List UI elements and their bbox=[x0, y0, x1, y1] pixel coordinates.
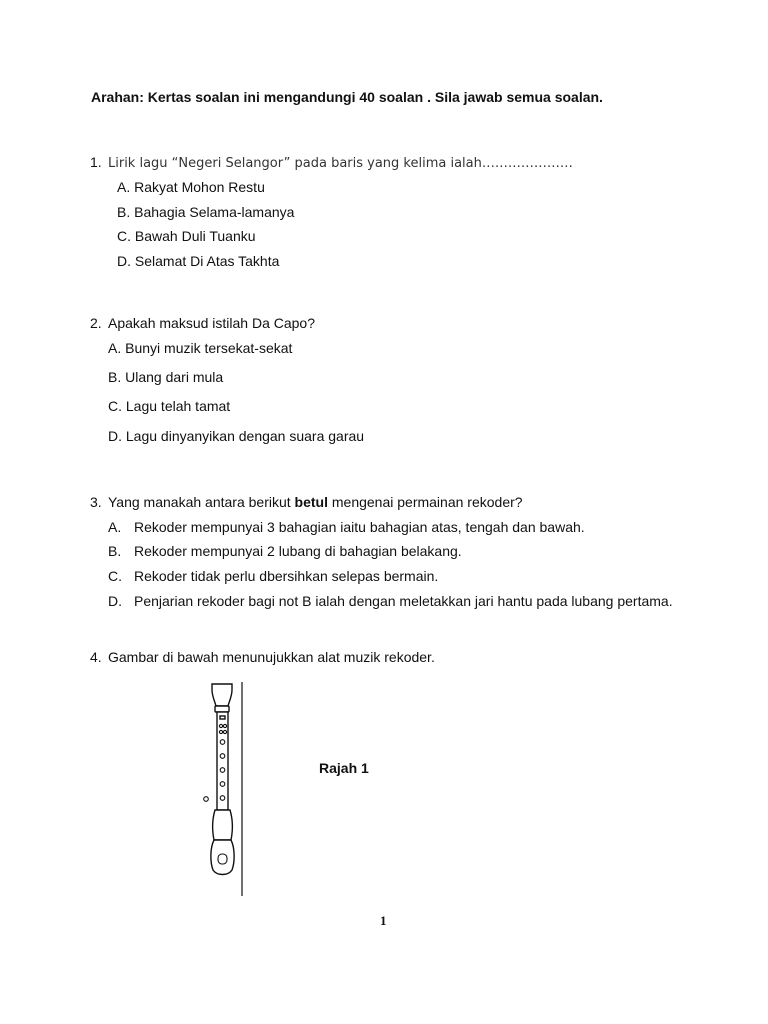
option-letter: C. bbox=[117, 228, 131, 244]
option-letter: B. bbox=[108, 369, 122, 385]
option-letter: C. bbox=[108, 398, 122, 414]
option-text: Lagu telah tamat bbox=[125, 398, 231, 414]
option-text: Bunyi muzik tersekat-sekat bbox=[125, 340, 293, 356]
option-text: Ulang dari mula bbox=[125, 369, 224, 385]
option-text: Selamat Di Atas Takhta bbox=[134, 253, 280, 269]
question-4 bbox=[90, 649, 435, 665]
question-3-option-c bbox=[108, 568, 438, 584]
question-1 bbox=[90, 154, 573, 171]
option-letter: A. bbox=[117, 179, 131, 195]
question-number: 1. bbox=[90, 154, 102, 170]
question-3-option-d bbox=[108, 593, 673, 609]
question-1-option-b bbox=[117, 204, 294, 220]
figure-label: Rajah 1 bbox=[319, 760, 369, 776]
question-2-option-a bbox=[108, 340, 292, 356]
question-2 bbox=[90, 315, 315, 331]
option-text: Rakyat Mohon Restu bbox=[134, 179, 265, 195]
option-text: Bahagia Selama-lamanya bbox=[134, 204, 295, 220]
option-letter: D. bbox=[117, 253, 131, 269]
recorder-illustration bbox=[198, 680, 248, 900]
instruction-text: Arahan: Kertas soalan ini mengandungi 40 soalan . Sila jawab semua soalan. bbox=[91, 89, 603, 105]
option-letter: D. bbox=[108, 593, 122, 609]
question-text: Gambar di bawah menunujukkan alat muzik rekoder. bbox=[108, 649, 435, 665]
question-number: 4. bbox=[90, 649, 102, 665]
option-letter: C. bbox=[108, 568, 122, 584]
option-text: Lagu dinyanyikan dengan suara garau bbox=[125, 428, 365, 444]
question-text-end: mengenai permainan rekoder? bbox=[327, 494, 523, 510]
question-2-option-c bbox=[108, 398, 230, 414]
question-3 bbox=[90, 494, 523, 510]
option-letter: B. bbox=[108, 543, 122, 559]
page-number: 1 bbox=[380, 913, 387, 928]
question-text-emphasis: betul bbox=[294, 494, 328, 510]
question-text-start: Yang manakah antara berikut bbox=[108, 494, 295, 510]
option-text: Rekoder tidak perlu dbersihkan selepas bermain. bbox=[134, 568, 439, 584]
question-text: Lirik lagu “Negeri Selangor” pada baris yang kelima ialah………………… bbox=[108, 156, 573, 171]
question-2-option-d bbox=[108, 428, 364, 444]
question-1-option-c bbox=[117, 228, 256, 244]
question-3-option-a bbox=[108, 519, 585, 535]
option-text: Penjarian rekoder bagi not B ialah dengan meletakkan jari hantu pada lubang pertama. bbox=[134, 593, 673, 609]
question-text: Apakah maksud istilah Da Capo? bbox=[108, 315, 316, 331]
option-letter: D. bbox=[108, 428, 122, 444]
question-2-option-b bbox=[108, 369, 223, 385]
question-number: 3. bbox=[90, 494, 102, 510]
option-letter: B. bbox=[117, 204, 131, 220]
option-text: Rekoder mempunyai 3 bahagian iaitu bahagian atas, tengah dan bawah. bbox=[134, 519, 585, 535]
question-number: 2. bbox=[90, 315, 102, 331]
question-1-option-a bbox=[117, 179, 265, 195]
option-text: Bawah Duli Tuanku bbox=[134, 228, 256, 244]
question-3-option-b bbox=[108, 543, 462, 559]
option-letter: A. bbox=[108, 519, 122, 535]
option-text: Rekoder mempunyai 2 lubang di bahagian belakang. bbox=[134, 543, 462, 559]
question-1-option-d bbox=[117, 253, 279, 269]
option-letter: A. bbox=[108, 340, 122, 356]
